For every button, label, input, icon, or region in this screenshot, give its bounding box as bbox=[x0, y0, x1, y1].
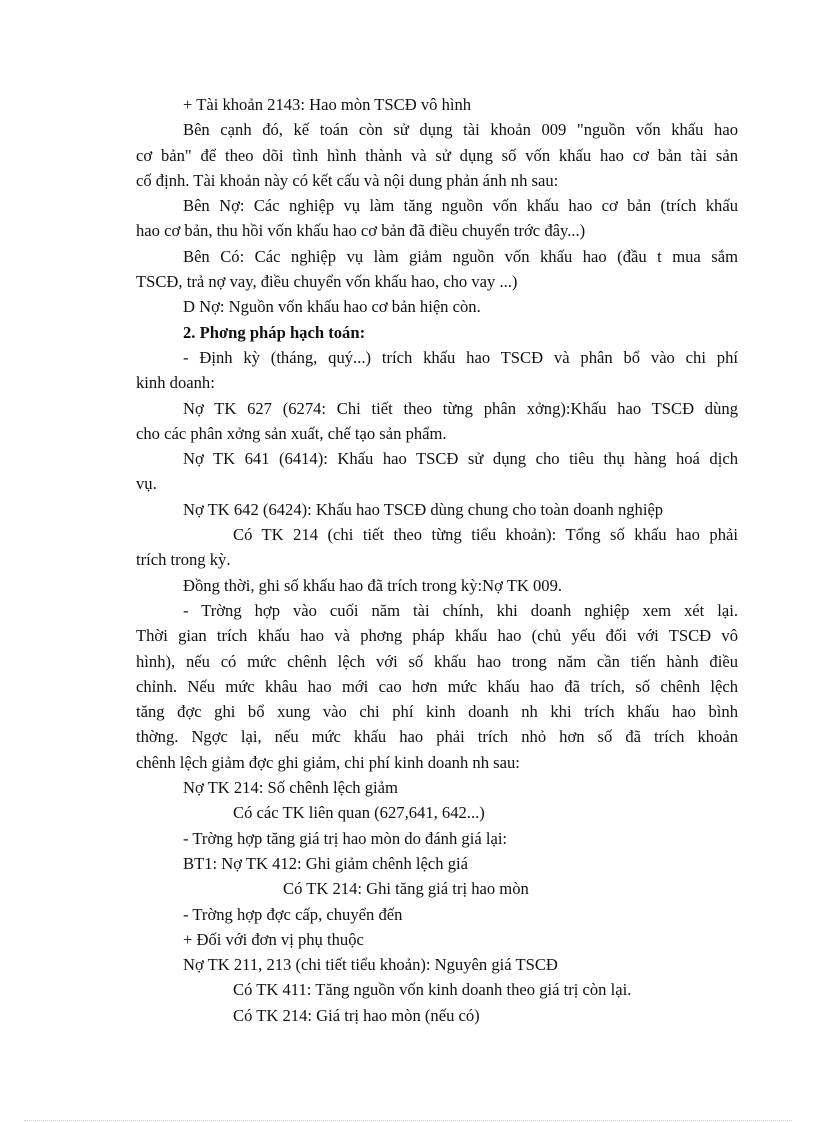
text-line: Bên Có: Các nghiệp vụ làm giảm nguồn vốn khấu hao (đầu t mua sắm bbox=[183, 246, 738, 266]
text-line: Nợ TK 211, 213 (chi tiết tiểu khoản): Nguyên giá TSCĐ bbox=[183, 955, 558, 975]
text-line: hình), nếu có mức chênh lệch với số khấu hao trong năm cần tiến hành điều bbox=[136, 651, 738, 671]
text-line: Có các TK liên quan (627,641, 642...) bbox=[233, 803, 485, 823]
page-bottom-divider bbox=[24, 1120, 792, 1121]
text-line: Nợ TK 214: Số chênh lệch giảm bbox=[183, 778, 398, 798]
text-line: - Trờng hợp vào cuối năm tài chính, khi doanh nghiệp xem xét lại. bbox=[183, 600, 738, 620]
text-line: Có TK 214: Giá trị hao mòn (nếu có) bbox=[233, 1005, 480, 1025]
document-page bbox=[136, 92, 738, 1028]
text-line: Nợ TK 641 (6414): Khấu hao TSCĐ sử dụng cho tiêu thụ hàng hoá dịch bbox=[183, 449, 738, 469]
text-line: + Tài khoản 2143: Hao mòn TSCĐ vô hình bbox=[183, 95, 472, 114]
text-line: Bên cạnh đó, kế toán còn sử dụng tài khoản 009 "nguồn vốn khấu hao bbox=[183, 120, 738, 140]
text-line: - Trờng hợp tăng giá trị hao mòn do đánh giá lại: bbox=[183, 828, 508, 848]
text-line: Thời gian trích khấu hao và phơng pháp khấu hao (chủ yếu đối với TSCĐ vô bbox=[136, 626, 738, 646]
text-line: Có TK 411: Tăng nguồn vốn kinh doanh theo giá trị còn lại. bbox=[233, 980, 632, 1000]
text-line: chênh lệch giảm đợc ghi giảm, chi phí kinh doanh nh sau: bbox=[136, 752, 520, 772]
text-line: kinh doanh: bbox=[136, 373, 215, 393]
section-heading: 2. Phơng pháp hạch toán: bbox=[183, 322, 366, 342]
text-line: thờng. Ngợc lại, nếu mức khấu hao phải trích nhỏ hơn số đã trích khoản bbox=[136, 727, 738, 747]
text-line: Nợ TK 627 (6274: Chi tiết theo từng phân xởng):Khấu hao TSCĐ dùng bbox=[183, 398, 738, 418]
text-line: Có TK 214 (chi tiết theo từng tiểu khoản): Tổng số khấu hao phải bbox=[233, 525, 738, 545]
text-line: - Định kỳ (tháng, quý...) trích khấu hao TSCĐ và phân bổ vào chi phí bbox=[183, 347, 738, 367]
text-line: TSCĐ, trả nợ vay, điều chuyển vốn khấu hao, cho vay ...) bbox=[136, 272, 518, 292]
text-line: Nợ TK 642 (6424): Khấu hao TSCĐ dùng chung cho toàn doanh nghiệp bbox=[183, 499, 664, 519]
text-line: BT1: Nợ TK 412: Ghi giảm chênh lệch giá bbox=[183, 853, 468, 873]
text-line: trích trong kỳ. bbox=[136, 550, 231, 570]
text-line: Bên Nợ: Các nghiệp vụ làm tăng nguồn vốn khấu hao cơ bản (trích khấu bbox=[183, 196, 738, 216]
text-line: Có TK 214: Ghi tăng giá trị hao mòn bbox=[283, 879, 529, 899]
text-line: vụ. bbox=[136, 474, 157, 494]
text-line: cho các phân xởng sản xuất, chế tạo sản phẩm. bbox=[136, 423, 447, 443]
text-line: + Đối với đơn vị phụ thuộc bbox=[183, 929, 364, 949]
text-line: tăng đợc ghi bổ xung vào chi phí kinh doanh nh khi trích khấu hao bình bbox=[136, 702, 738, 722]
text-line: Đồng thời, ghi số khấu hao đã trích trong kỳ:Nợ TK 009. bbox=[183, 575, 563, 595]
text-line: D Nợ: Nguồn vốn khấu hao cơ bản hiện còn. bbox=[183, 297, 481, 317]
text-line: - Trờng hợp đợc cấp, chuyển đến bbox=[183, 904, 403, 924]
text-line: cơ bản" để theo dõi tình hình thành và sử dụng số vốn khấu hao cơ bản tài sản bbox=[136, 145, 738, 165]
text-line: chỉnh. Nếu mức khâu hao mới cao hơn mức khấu hao đã trích, số chênh lệch bbox=[136, 676, 738, 696]
text-line: cố định. Tài khoản này có kết cấu và nội dung phản ánh nh sau: bbox=[136, 170, 559, 190]
text-line: hao cơ bản, thu hồi vốn khấu hao cơ bản đã điều chuyển trớc đây...) bbox=[136, 221, 586, 241]
